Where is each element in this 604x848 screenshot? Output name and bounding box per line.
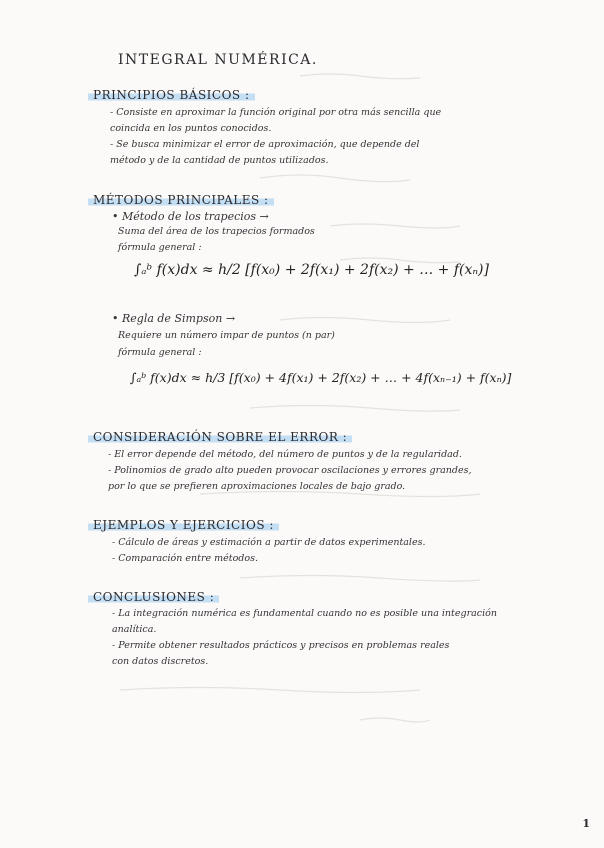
simpson-line-2: fórmula general : (118, 347, 202, 358)
trapecios-formula: ∫ₐᵇ f(x)dx ≈ h/2 [f(x₀) + 2f(x₁) + 2f(x₂) + … + f(xₙ)] (134, 262, 489, 278)
error-line-3: por lo que se prefieren aproximaciones locales de bajo grado. (108, 481, 406, 492)
heading-principios: PRINCIPIOS BÁSICOS : (88, 88, 255, 102)
conclusiones-line-3: - Permite obtener resultados prácticos y precisos en problemas reales (112, 640, 450, 651)
heading-ejemplos: EJEMPLOS Y EJERCICIOS : (88, 518, 279, 532)
simpson-line-1: Requiere un número impar de puntos (n par) (118, 330, 335, 341)
simpson-title: • Regla de Simpson → (112, 312, 236, 325)
principios-line-4: método y de la cantidad de puntos utilizados. (110, 155, 329, 166)
principios-line-2: coincida en los puntos conocidos. (110, 123, 272, 134)
ejemplos-line-2: - Comparación entre métodos. (112, 553, 258, 564)
trapecios-title: • Método de los trapecios → (112, 210, 269, 223)
conclusiones-line-4: con datos discretos. (112, 656, 209, 667)
ejemplos-line-1: - Cálculo de áreas y estimación a partir de datos experimentales. (112, 537, 426, 548)
page-number: 1 (582, 817, 590, 830)
trapecios-line-1: Suma del área de los trapecios formados (118, 226, 315, 237)
principios-line-1: - Consiste en aproximar la función original por otra más sencilla que (110, 107, 442, 118)
trapecios-line-2: fórmula general : (118, 242, 202, 253)
error-line-2: - Polinomios de grado alto pueden provocar oscilaciones y errores grandes, (108, 465, 472, 476)
heading-error: CONSIDERACIÓN SOBRE EL ERROR : (88, 430, 352, 444)
conclusiones-line-1: - La integración numérica es fundamental cuando no es posible una integración (112, 608, 497, 619)
page-title: INTEGRAL NUMÉRICA. (118, 52, 318, 68)
conclusiones-line-2: analítica. (112, 624, 157, 635)
principios-line-3: - Se busca minimizar el error de aproximación, que depende del (110, 139, 420, 150)
heading-conclusiones: CONCLUSIONES : (88, 590, 219, 604)
error-line-1: - El error depende del método, del número de puntos y de la regularidad. (108, 449, 462, 460)
simpson-formula: ∫ₐᵇ f(x)dx ≈ h/3 [f(x₀) + 4f(x₁) + 2f(x₂) + … + 4f(xₙ₋₁) + f(xₙ)] (130, 370, 512, 385)
heading-metodos: MÉTODOS PRINCIPALES : (88, 193, 274, 207)
